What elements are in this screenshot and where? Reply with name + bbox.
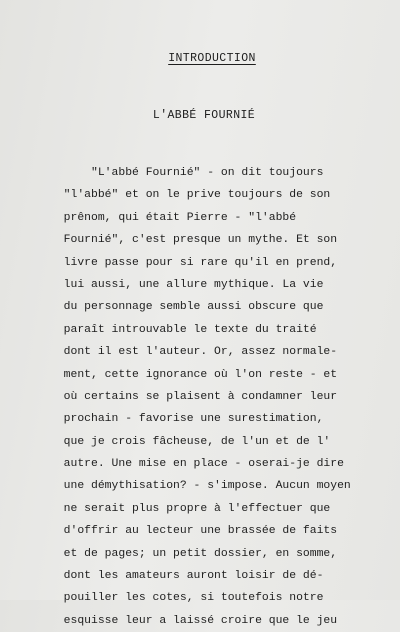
text-line: ment, cette ignorance où l'on reste - et [50, 368, 338, 381]
page-title [0, 52, 400, 65]
text-line: "L'abbé Fournié" - on dit toujours [50, 167, 324, 179]
text-line: dont il est l'auteur. Or, assez normale- [50, 346, 338, 359]
body-paragraph [50, 162, 400, 632]
text-line: que je crois fâcheuse, de l'un et de l' [50, 435, 331, 448]
text-line: autre. Une mise en place - oserai-je dire [50, 458, 344, 471]
text-line: esquisse leur a laissé croire que le jeu [50, 614, 338, 627]
text-line: dont les amateurs auront loisir de dé- [50, 570, 324, 583]
text-line: d'offrir au lecteur une brassée de faits [50, 525, 338, 538]
text-line: lui aussi, une allure mythique. La vie [50, 278, 324, 291]
text-line: ne serait plus propre à l'effectuer que [50, 502, 331, 515]
text-line: prochain - favorise une surestimation, [50, 413, 324, 426]
heading-text: INTRODUCTION [168, 52, 256, 65]
text-line: une démythisation? - s'impose. Aucun moyen [50, 480, 351, 493]
text-line: du personnage semble aussi obscure que [50, 301, 324, 314]
text-line: prênom, qui était Pierre - "l'abbé [50, 211, 297, 224]
text-line: "l'abbé" et on le prive toujours de son [50, 189, 331, 202]
text-line: livre passe pour si rare qu'il en prend, [50, 256, 338, 269]
text-line: Fournié", c'est presque un mythe. Et son [50, 234, 338, 247]
subheading-text: L'ABBÉ FOURNIÉ [152, 109, 256, 122]
text-line: paraît introuvable le texte du traité [50, 323, 317, 336]
text-line: où certains se plaisent à condamner leur [50, 390, 338, 403]
text-line: pouiller les cotes, si toutefois notre [50, 592, 324, 605]
text-line: et de pages; un petit dossier, en somme, [50, 547, 338, 560]
section-title [0, 109, 400, 122]
